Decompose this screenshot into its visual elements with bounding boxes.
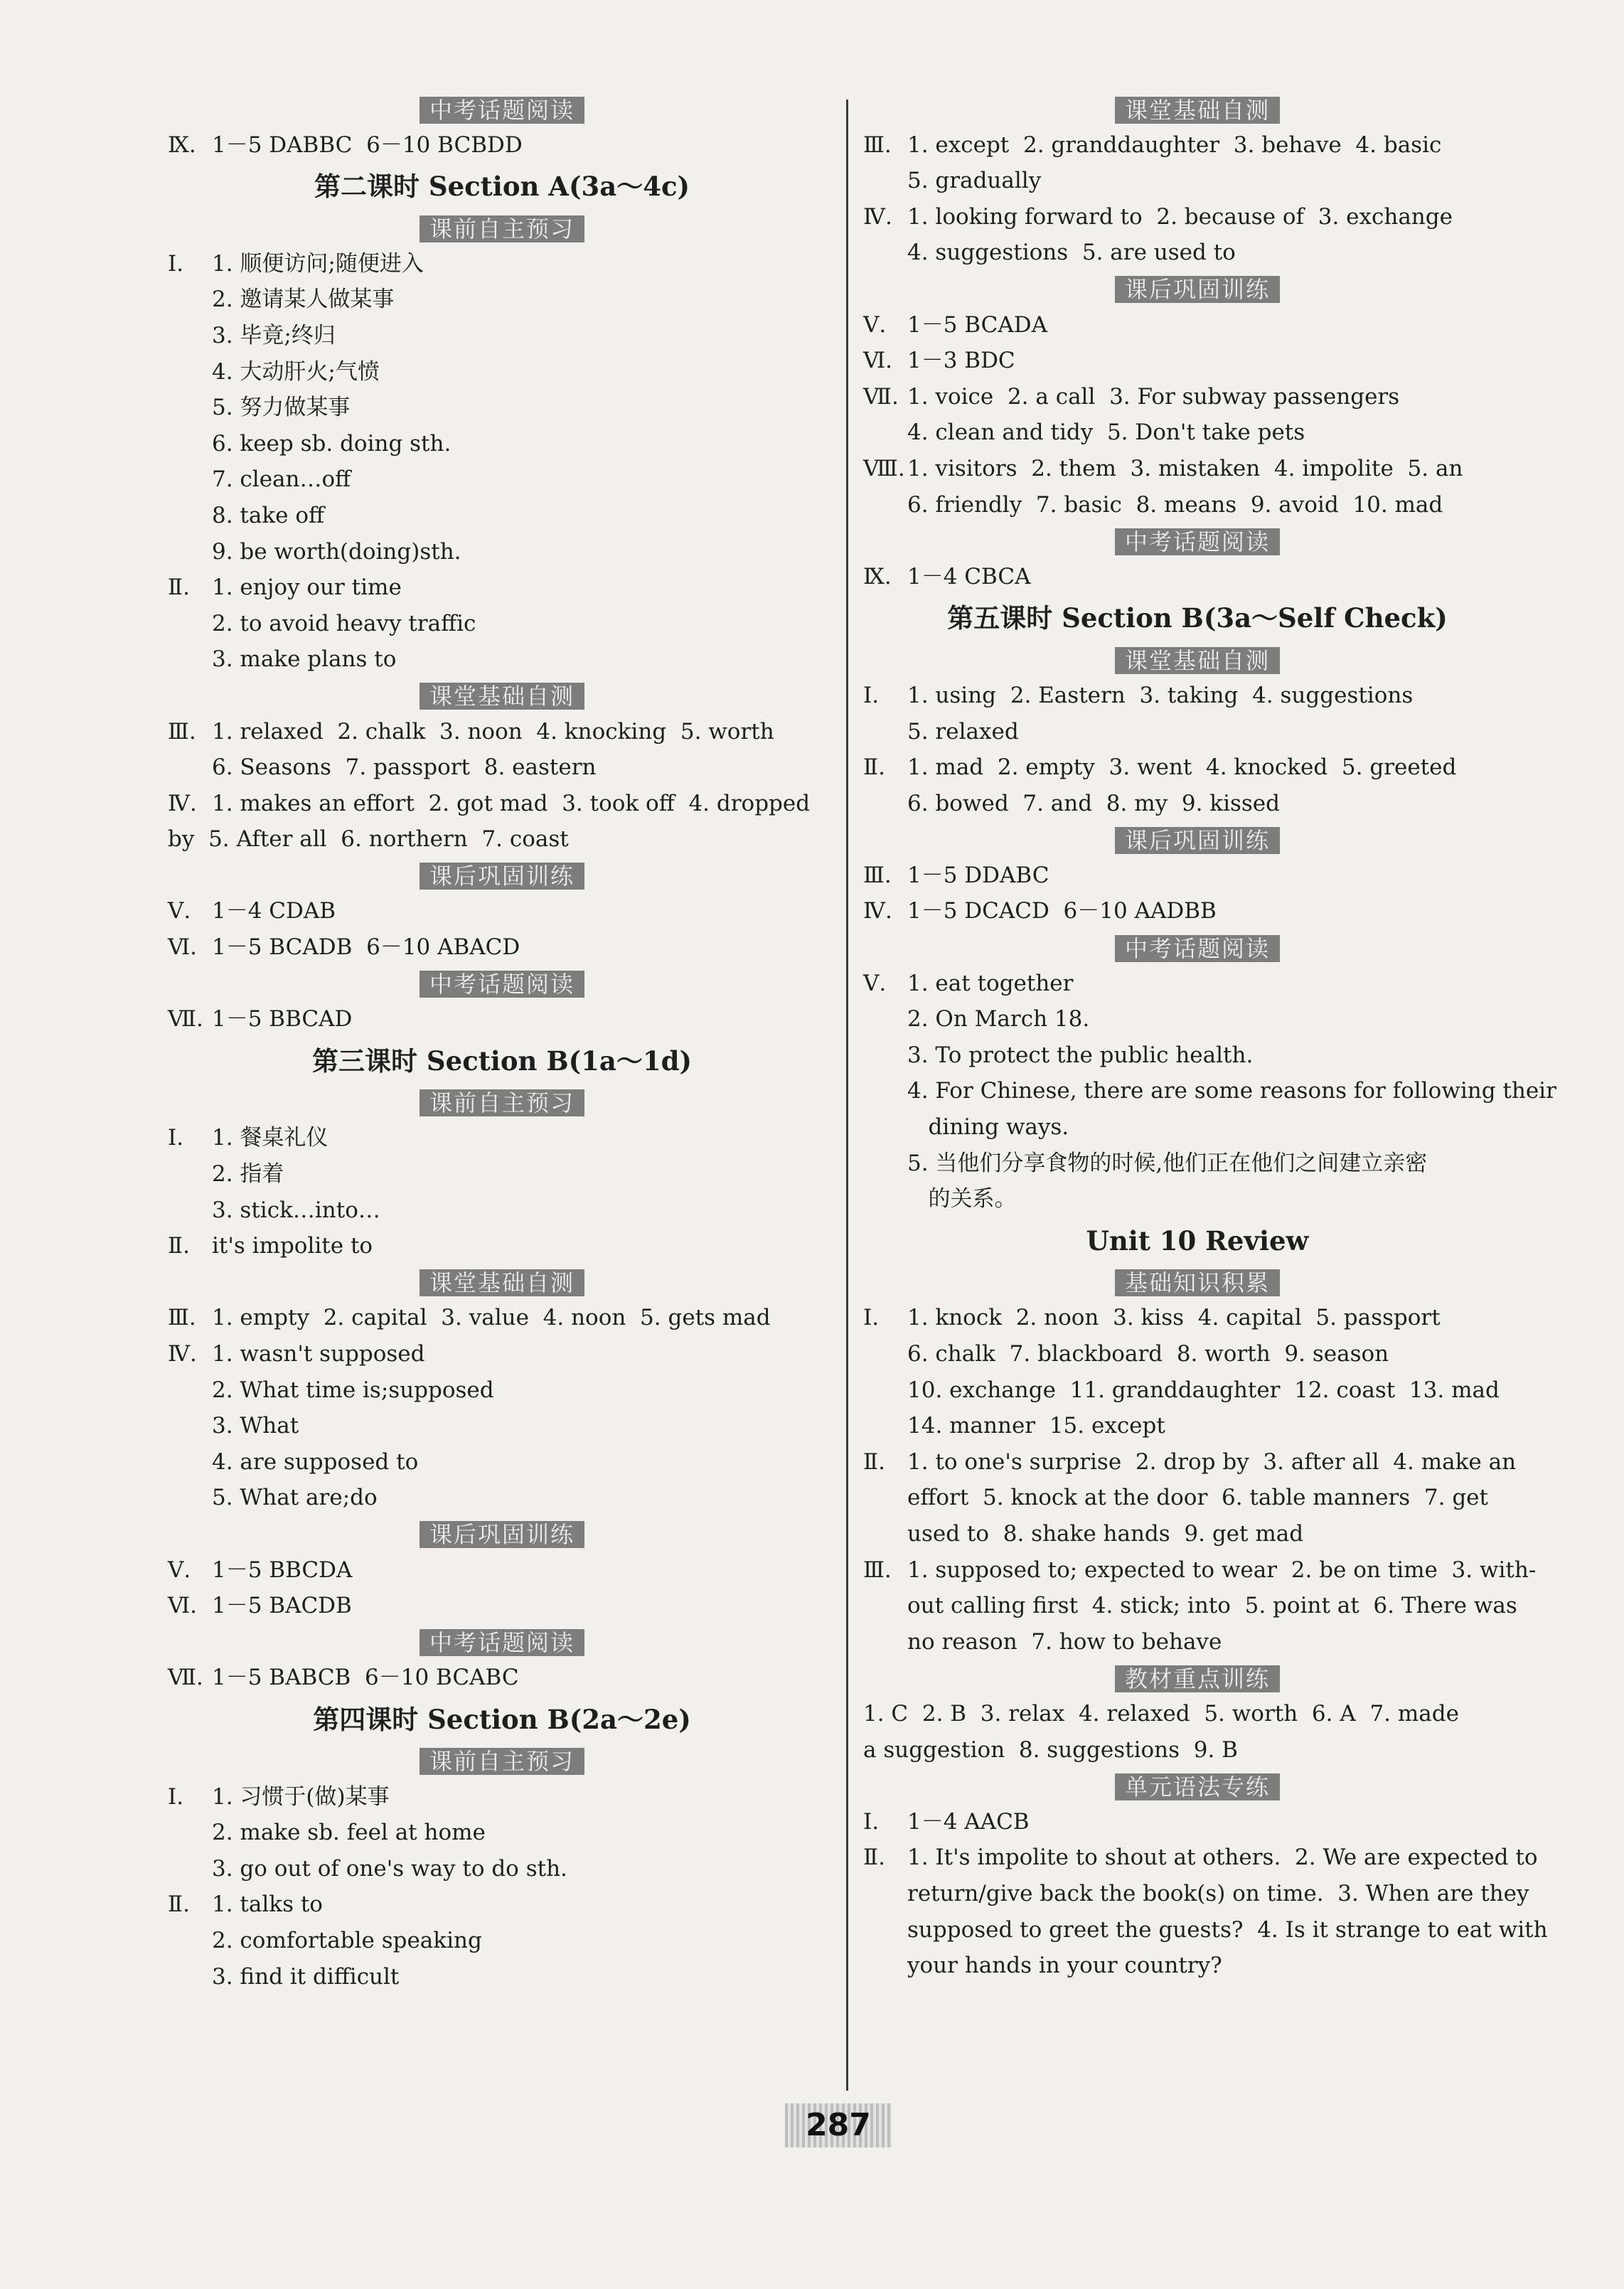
answer-line <box>863 1840 1538 1876</box>
section-bar-label: 基础知识积累 <box>1115 1269 1280 1296</box>
answer-text: 1－5 BBCDA <box>212 1557 353 1583</box>
answer-line <box>863 415 1532 451</box>
left-column <box>168 91 836 1995</box>
answer-line <box>863 1480 1532 1516</box>
question-number: Ⅶ. <box>863 383 899 410</box>
section-bar-label: 课前自主预习 <box>420 1748 584 1775</box>
answer-line <box>863 1624 1532 1660</box>
section-bar-label: 教材重点训练 <box>1115 1665 1280 1692</box>
answer-text: 2. 指着 <box>212 1161 284 1188</box>
lesson-heading: 第三课时 Section B(1a～1d) <box>312 1045 692 1077</box>
answer-text: 1. except 2. granddaughter 3. behave 4. basic <box>907 132 1442 158</box>
question-number: Ⅸ. <box>168 132 196 158</box>
question-number: Ⅱ. <box>863 1845 885 1871</box>
answer-text: 1. 习惯于(做)某事 <box>212 1783 390 1810</box>
answer-text: 3. What <box>212 1413 299 1439</box>
answer-line <box>863 1732 1532 1768</box>
question-number: Ⅳ. <box>168 1341 197 1367</box>
answer-text: 1. It's impolite to shout at others. 2. We are expected to <box>907 1845 1538 1871</box>
answer-text: 2. 邀请某人做某事 <box>212 287 395 313</box>
lesson-heading: Unit 10 Review <box>1086 1224 1309 1256</box>
answer-text: 3. To protect the public health. <box>907 1042 1254 1068</box>
answer-text: 1－5 DABBC 6－10 BCBDD <box>212 132 523 158</box>
section-bar <box>863 1768 1532 1804</box>
answer-text: 1－5 BCADA <box>907 311 1048 338</box>
answer-line <box>863 1109 1532 1146</box>
answer-line <box>168 749 836 786</box>
answer-line <box>168 1851 836 1887</box>
answer-text: out calling first 4. stick; into 5. point at 6. There was <box>907 1593 1517 1619</box>
answer-text: 6. keep sb. doing sth. <box>212 430 452 457</box>
answer-text: 6. chalk 7. blackboard 8. worth 9. season <box>907 1341 1389 1367</box>
answer-text: 1－5 BABCB 6－10 BCABC <box>212 1665 519 1691</box>
answer-line <box>863 343 1532 379</box>
answer-text: 14. manner 15. except <box>907 1413 1165 1439</box>
answer-line <box>863 1804 1532 1840</box>
answer-text: 的关系。 <box>907 1186 1017 1212</box>
section-bar-label: 课前自主预习 <box>420 215 584 242</box>
answer-line <box>168 1588 836 1624</box>
answer-text: 1. eat together <box>907 970 1074 996</box>
question-number: Ⅵ. <box>168 1593 198 1619</box>
answer-text: 1－5 DCACD 6－10 AADBB <box>907 898 1217 924</box>
section-bar <box>863 523 1532 559</box>
question-number: Ⅱ. <box>168 1892 190 1918</box>
answer-text: 1. voice 2. a call 3. For subway passengers <box>907 383 1400 410</box>
answer-text: 1. supposed to; expected to wear 2. be on time 3. with- <box>907 1557 1537 1583</box>
answer-line <box>168 1156 836 1192</box>
answer-text: effort 5. knock at the door 6. table manners 7. get <box>907 1485 1488 1511</box>
answer-text: 1. enjoy our time <box>212 575 402 601</box>
answer-line <box>863 487 1532 523</box>
answer-line <box>863 714 1532 750</box>
question-number: Ⅱ. <box>863 1448 885 1475</box>
answer-line <box>168 390 836 426</box>
answer-text: 1. 顺便访问;随便进入 <box>212 250 424 277</box>
answer-text: 1. talks to <box>212 1892 323 1918</box>
answer-text: 5. 当他们分享食物的时候,他们正在他们之间建立亲密 <box>907 1150 1428 1176</box>
answer-line <box>863 1912 1548 1948</box>
question-number: Ⅰ. <box>168 250 184 277</box>
answer-line <box>863 1146 1532 1182</box>
lesson-heading: 第五课时 Section B(3a～Self Check) <box>947 602 1448 634</box>
question-number: Ⅴ. <box>168 1557 191 1583</box>
section-bar <box>863 1660 1532 1696</box>
answer-line <box>863 1001 1532 1037</box>
answer-text: 1. wasn't supposed <box>212 1341 425 1367</box>
answer-text: 5. relaxed <box>907 718 1019 745</box>
answer-text: 2. comfortable speaking <box>212 1927 482 1953</box>
question-number: Ⅱ. <box>168 1233 190 1259</box>
page-number: 287 <box>785 2103 892 2147</box>
question-number: Ⅷ. <box>863 455 905 481</box>
answer-text: 1－5 DDABC <box>907 862 1049 888</box>
section-bar <box>168 210 836 246</box>
answer-line <box>168 641 836 678</box>
answer-line <box>863 307 1532 343</box>
right-column <box>863 91 1556 1984</box>
answer-line <box>168 1300 836 1336</box>
lesson-heading: 第四课时 Section B(2a～2e) <box>313 1703 691 1735</box>
section-bar <box>168 1264 836 1301</box>
answer-text: 3. make plans to <box>212 646 397 673</box>
answer-line <box>863 1073 1556 1109</box>
answer-text: 4. suggestions 5. are used to <box>907 240 1236 266</box>
answer-text: 1－5 BBCAD <box>212 1006 353 1033</box>
answer-text: 1. knock 2. noon 3. kiss 4. capital 5. passport <box>907 1305 1441 1331</box>
section-bar-label: 中考话题阅读 <box>420 971 584 998</box>
answer-line <box>863 199 1532 235</box>
answer-line <box>168 1444 836 1480</box>
question-number: Ⅴ. <box>863 311 887 338</box>
answer-line <box>168 786 836 822</box>
answer-line <box>168 1923 836 1959</box>
answer-text: 6. friendly 7. basic 8. means 9. avoid 10. mad <box>907 491 1443 518</box>
answer-line <box>168 893 836 929</box>
answer-text: 1. empty 2. capital 3. value 4. noon 5. gets mad <box>212 1305 771 1331</box>
answer-line <box>863 1696 1532 1732</box>
section-bar-label: 中考话题阅读 <box>420 1629 584 1656</box>
answer-line <box>168 821 836 858</box>
answer-line <box>863 1372 1532 1409</box>
answer-line <box>168 1660 836 1696</box>
answer-line <box>168 929 836 966</box>
answer-line <box>168 1001 836 1037</box>
question-number: Ⅰ. <box>863 682 880 708</box>
answer-text: 8. take off <box>212 502 325 528</box>
answer-line <box>168 426 836 462</box>
question-number: Ⅱ. <box>168 575 190 601</box>
answer-text: 5. What are;do <box>212 1485 378 1511</box>
section-bar <box>168 858 836 894</box>
answer-text: 1. makes an effort 2. got mad 3. took off 4. dropped <box>212 790 811 816</box>
answer-text: 1－4 CBCA <box>907 563 1031 589</box>
answer-line <box>168 1120 836 1156</box>
answer-text: 2. What time is;supposed <box>212 1377 494 1403</box>
answer-line <box>168 570 836 606</box>
answer-text: 1. relaxed 2. chalk 3. noon 4. knocking 5. worth <box>212 718 774 745</box>
answer-line <box>168 318 836 354</box>
section-bar-label: 课后巩固训练 <box>420 1521 584 1548</box>
answer-text: 2. On March 18. <box>907 1006 1090 1033</box>
answer-line <box>863 379 1532 415</box>
answer-line <box>863 966 1532 1002</box>
answer-text: used to 8. shake hands 9. get mad <box>907 1520 1304 1547</box>
answer-line <box>168 1887 836 1923</box>
question-number: Ⅰ. <box>863 1808 880 1835</box>
question-number: Ⅳ. <box>863 898 892 924</box>
answer-text: supposed to greet the guests? 4. Is it strange to eat with <box>907 1916 1548 1943</box>
question-number: Ⅴ. <box>863 970 887 996</box>
question-number: Ⅵ. <box>863 348 893 374</box>
answer-text: 2. to avoid heavy traffic <box>212 610 476 636</box>
answer-line <box>863 451 1532 487</box>
answer-line <box>863 1408 1532 1444</box>
answer-line <box>168 461 836 498</box>
answer-line <box>863 858 1532 894</box>
answer-line <box>168 498 836 534</box>
answer-text: 1. visitors 2. them 3. mistaken 4. impolite 5. an <box>907 455 1463 481</box>
answer-line <box>863 1444 1532 1480</box>
answer-text: 1－4 AACB <box>907 1808 1030 1835</box>
answer-text: 5. 努力做某事 <box>212 395 351 421</box>
answer-text: 6. Seasons 7. passport 8. eastern <box>212 754 597 781</box>
answer-text: 1－4 CDAB <box>212 898 336 924</box>
answer-text: 10. exchange 11. granddaughter 12. coast 13. mad <box>907 1377 1500 1403</box>
section-bar-label: 课堂基础自测 <box>1115 647 1280 674</box>
section-bar <box>863 91 1532 127</box>
answer-text: 6. bowed 7. and 8. my 9. kissed <box>907 790 1280 816</box>
answer-text: 1. to one's surprise 2. drop by 3. after all 4. make an <box>907 1448 1517 1475</box>
answer-line <box>168 354 836 390</box>
answer-text: 1. looking forward to 2. because of 3. exchange <box>907 203 1453 230</box>
section-bar-label: 课前自主预习 <box>420 1089 584 1116</box>
section-bar <box>863 1264 1532 1301</box>
answer-line <box>168 1552 836 1589</box>
question-number: Ⅰ. <box>168 1125 184 1151</box>
answer-line <box>863 893 1532 929</box>
answer-text: 9. be worth(doing)sth. <box>212 538 461 565</box>
answer-line <box>168 1228 836 1264</box>
answer-line <box>863 127 1532 164</box>
answer-text: it's impolite to <box>212 1233 373 1259</box>
answer-line <box>168 714 836 750</box>
answer-line <box>168 1336 836 1372</box>
question-number: Ⅳ. <box>863 203 892 230</box>
answer-line <box>863 1948 1532 1984</box>
answer-line <box>168 1408 836 1444</box>
question-number: Ⅶ. <box>168 1006 203 1033</box>
section-bar-label: 课堂基础自测 <box>420 1269 584 1296</box>
answer-line <box>863 1181 1532 1217</box>
section-bar-label: 单元语法专练 <box>1115 1773 1280 1800</box>
answer-text: 3. find it difficult <box>212 1963 400 1990</box>
answer-line <box>863 678 1532 714</box>
section-bar-label: 课后巩固训练 <box>1115 276 1280 303</box>
answer-text: 1－3 BDC <box>907 348 1015 374</box>
answer-text: by 5. After all 6. northern 7. coast <box>168 826 569 853</box>
answer-line <box>863 786 1532 822</box>
question-number: Ⅸ. <box>863 563 892 589</box>
question-number: Ⅰ. <box>863 1305 880 1331</box>
section-bar-label: 中考话题阅读 <box>1115 528 1280 555</box>
section-bar <box>168 966 836 1002</box>
answer-text: return/give back the book(s) on time. 3. When are they <box>907 1880 1529 1906</box>
answer-text: 7. clean…off <box>212 466 351 493</box>
answer-line <box>168 534 836 570</box>
answer-text: 1. using 2. Eastern 3. taking 4. suggestions <box>907 682 1414 708</box>
answer-text: 1－5 BACDB <box>212 1593 352 1619</box>
question-number: Ⅱ. <box>863 754 885 781</box>
answer-line <box>863 1336 1532 1372</box>
answer-line <box>168 1372 836 1409</box>
section-bar <box>168 91 836 127</box>
answer-line <box>168 1779 836 1815</box>
question-number: Ⅳ. <box>168 790 197 816</box>
question-number: Ⅰ. <box>168 1783 184 1810</box>
answer-text: 1. mad 2. empty 3. went 4. knocked 5. greeted <box>907 754 1457 781</box>
answer-line <box>168 1192 836 1229</box>
question-number: Ⅲ. <box>863 132 892 158</box>
answer-line <box>863 1552 1537 1589</box>
answer-line <box>168 1815 836 1851</box>
question-number: Ⅲ. <box>863 1557 892 1583</box>
answer-line <box>168 246 836 282</box>
section-bar <box>168 678 836 714</box>
answer-text: a suggestion 8. suggestions 9. B <box>863 1736 1238 1763</box>
answer-line <box>863 1588 1532 1624</box>
section-bar <box>863 929 1532 966</box>
question-number: Ⅲ. <box>863 862 892 888</box>
section-bar-label: 课堂基础自测 <box>420 683 584 710</box>
answer-text: 3. 毕竟;终归 <box>212 322 336 348</box>
answer-text: dining ways. <box>907 1114 1069 1141</box>
answer-text: 4. are supposed to <box>212 1448 419 1475</box>
answer-text: 1. 餐桌礼仪 <box>212 1125 328 1151</box>
section-bar-label: 课后巩固训练 <box>420 863 584 890</box>
answer-line <box>168 606 836 642</box>
answer-line <box>863 559 1532 595</box>
question-number: Ⅵ. <box>168 934 198 961</box>
answer-line <box>863 235 1532 271</box>
answer-text: 3. stick…into… <box>212 1197 380 1223</box>
answer-line <box>863 1876 1532 1912</box>
section-bar-label: 课堂基础自测 <box>1115 97 1280 124</box>
answer-line <box>168 1959 836 1995</box>
answer-text: no reason 7. how to behave <box>907 1628 1222 1655</box>
answer-text: 4. 大动肝火;气愤 <box>212 358 380 385</box>
section-bar <box>168 1624 836 1660</box>
question-number: Ⅲ. <box>168 1305 196 1331</box>
lesson-heading: 第二课时 Section A(3a～4c) <box>314 171 690 203</box>
answer-text: 3. go out of one's way to do sth. <box>212 1855 567 1882</box>
question-number: Ⅴ. <box>168 898 191 924</box>
question-number: Ⅶ. <box>168 1665 203 1691</box>
section-bar-label: 中考话题阅读 <box>1115 935 1280 962</box>
answer-text: 1－5 BCADB 6－10 ABACD <box>212 934 520 961</box>
answer-line <box>863 163 1532 199</box>
section-bar <box>168 1743 836 1779</box>
section-bar-label: 课后巩固训练 <box>1115 827 1280 854</box>
answer-line <box>168 282 836 318</box>
section-bar <box>863 271 1532 307</box>
section-bar <box>863 641 1532 678</box>
answer-text: 1. C 2. B 3. relax 4. relaxed 5. worth 6. A 7. made <box>863 1700 1459 1727</box>
answer-text: 4. clean and tidy 5. Don't take pets <box>907 420 1305 446</box>
answer-text: 4. For Chinese, there are some reasons for following their <box>907 1078 1556 1104</box>
answer-line <box>168 127 836 164</box>
answer-line <box>863 1516 1532 1552</box>
section-bar-label: 中考话题阅读 <box>420 97 584 124</box>
answer-line <box>863 1037 1532 1074</box>
answer-text: your hands in your country? <box>907 1953 1222 1979</box>
section-bar <box>168 1084 836 1121</box>
column-divider <box>846 100 848 2091</box>
section-bar <box>168 1516 836 1552</box>
answer-line <box>863 749 1532 786</box>
answer-line <box>168 1480 836 1516</box>
answer-line <box>863 1300 1532 1336</box>
answer-text: 2. make sb. feel at home <box>212 1820 486 1846</box>
question-number: Ⅲ. <box>168 718 196 745</box>
section-bar <box>863 821 1532 858</box>
answer-text: 5. gradually <box>907 168 1042 194</box>
